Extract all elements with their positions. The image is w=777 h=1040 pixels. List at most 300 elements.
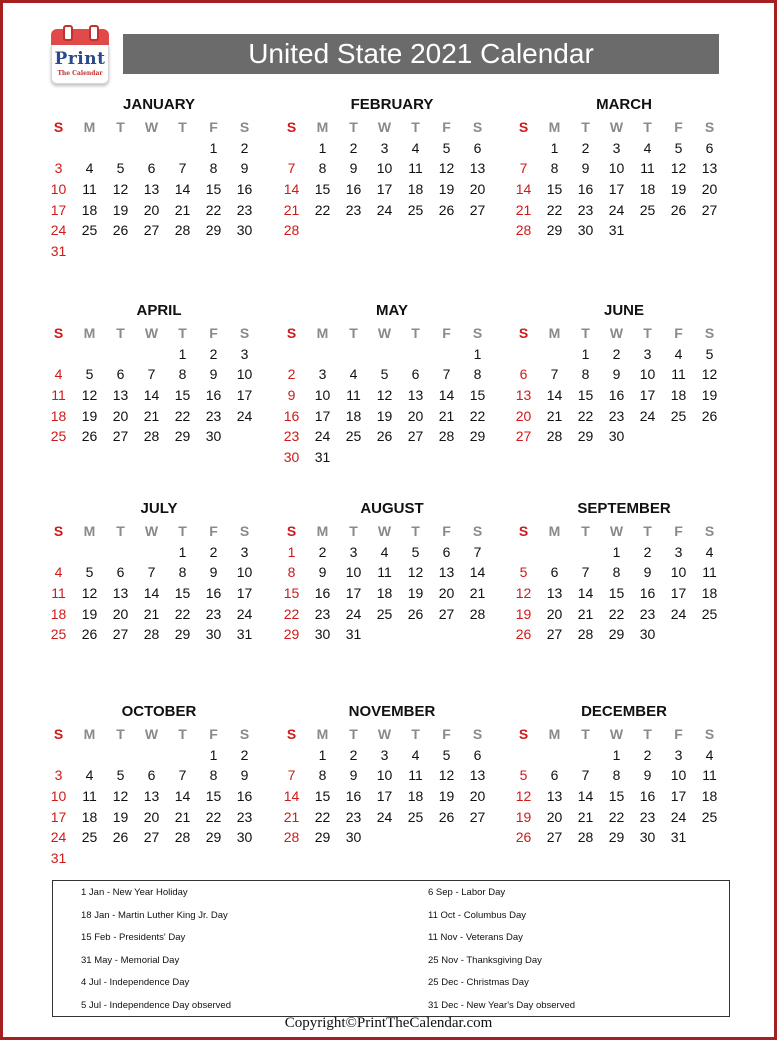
day-cell: 15 (577, 387, 594, 404)
logo-ring-left (63, 25, 73, 41)
empty-day-cell (105, 344, 136, 365)
day-cell: 17 (670, 788, 687, 805)
day-cell: 26 (81, 428, 98, 445)
logo-subtitle: The Calendar (57, 70, 103, 77)
empty-day-cell (338, 344, 369, 365)
day-cell: 3 (318, 366, 327, 383)
day-cell: 5 (519, 767, 528, 784)
holiday-item: 25 Nov - Thanksgiving Day (428, 954, 542, 966)
day-cell: 9 (287, 387, 296, 404)
weekday-header: F (442, 523, 451, 539)
weekday-header: S (53, 523, 64, 539)
day-cell: 11 (377, 564, 392, 581)
logo-ring-right (89, 25, 99, 41)
empty-day-cell (539, 745, 570, 766)
day-cell: 14 (438, 387, 455, 404)
holiday-item: 31 Dec - New Year's Day observed (428, 999, 576, 1011)
day-cell: 1 (209, 139, 218, 156)
day-cell: 10 (236, 366, 253, 383)
day-cell: 12 (438, 160, 455, 177)
day-cell: 17 (50, 201, 67, 218)
month-grid (508, 323, 722, 447)
day-cell: 23 (314, 605, 331, 622)
month-september (508, 499, 722, 645)
day-cell: 16 (345, 788, 362, 805)
day-cell: 3 (54, 160, 63, 177)
day-cell: 18 (81, 201, 98, 218)
month-grid (508, 521, 722, 645)
weekday-header: S (472, 119, 483, 135)
weekday-header: W (377, 726, 392, 742)
month-october (43, 702, 257, 869)
day-cell: 12 (81, 585, 98, 602)
day-cell: 19 (112, 201, 129, 218)
day-cell: 17 (376, 181, 393, 198)
day-cell: 15 (174, 387, 191, 404)
holiday-item: 15 Feb - Presidents' Day (81, 932, 186, 943)
day-cell: 6 (147, 160, 156, 177)
day-cell: 28 (174, 222, 191, 239)
day-cell: 20 (701, 181, 718, 198)
weekday-header: S (472, 726, 483, 742)
day-cell: 31 (50, 850, 67, 867)
day-cell: 11 (51, 585, 66, 602)
weekday-header: F (442, 119, 451, 135)
day-cell: 16 (205, 585, 222, 602)
empty-day-cell (136, 542, 167, 563)
weekday-header: T (178, 523, 187, 539)
empty-day-cell (508, 542, 539, 563)
empty-day-cell (136, 745, 167, 766)
weekday-header: W (144, 726, 159, 742)
month-name: SEPTEMBER (577, 500, 671, 517)
holiday-item: 11 Oct - Columbus Day (428, 909, 527, 921)
weekday-header: S (704, 523, 715, 539)
day-cell: 17 (236, 585, 253, 602)
day-cell: 3 (612, 139, 621, 156)
day-cell: 11 (82, 788, 97, 805)
day-cell: 4 (411, 746, 420, 763)
day-cell: 5 (442, 139, 451, 156)
day-cell: 28 (546, 428, 563, 445)
month-name: JULY (140, 500, 178, 517)
day-cell: 29 (546, 222, 563, 239)
day-cell: 22 (608, 808, 625, 825)
day-cell: 7 (147, 366, 156, 383)
month-june (508, 301, 722, 447)
empty-day-cell (105, 138, 136, 159)
day-cell: 17 (50, 808, 67, 825)
day-cell: 27 (112, 428, 129, 445)
empty-day-cell (105, 542, 136, 563)
day-cell: 16 (608, 387, 625, 404)
empty-day-cell (307, 344, 338, 365)
day-cell: 10 (608, 160, 625, 177)
day-cell: 1 (318, 139, 327, 156)
day-cell: 14 (577, 585, 594, 602)
day-cell: 16 (314, 585, 331, 602)
day-cell: 8 (318, 767, 327, 784)
holidays-box (52, 880, 730, 1017)
empty-day-cell (74, 542, 105, 563)
holiday-item: 6 Sep - Labor Day (428, 887, 506, 898)
day-cell: 9 (240, 767, 249, 784)
weekday-header: M (83, 523, 96, 539)
day-cell: 19 (438, 181, 455, 198)
day-cell: 14 (174, 181, 191, 198)
weekday-header: M (316, 119, 329, 135)
day-cell: 31 (345, 626, 362, 643)
logo-calendar-top (51, 29, 109, 45)
weekday-header: W (609, 119, 624, 135)
day-cell: 22 (205, 808, 222, 825)
day-cell: 9 (349, 160, 358, 177)
day-cell: 17 (376, 788, 393, 805)
day-cell: 24 (345, 605, 362, 622)
month-november (276, 702, 490, 848)
day-cell: 18 (50, 605, 67, 622)
day-cell: 20 (546, 605, 563, 622)
day-cell: 24 (236, 605, 253, 622)
weekday-header: S (239, 119, 250, 135)
empty-day-cell (431, 344, 462, 365)
day-cell: 2 (240, 746, 249, 763)
day-cell: 21 (546, 407, 563, 424)
day-cell: 12 (670, 160, 687, 177)
empty-day-cell (43, 138, 74, 159)
day-cell: 26 (407, 605, 424, 622)
day-cell: 31 (50, 243, 67, 260)
month-grid (508, 117, 722, 241)
day-cell: 7 (581, 767, 590, 784)
day-cell: 3 (349, 543, 358, 560)
day-cell: 17 (608, 181, 625, 198)
day-cell: 19 (701, 387, 718, 404)
day-cell: 5 (519, 564, 528, 581)
day-cell: 9 (643, 564, 652, 581)
day-cell: 28 (283, 222, 300, 239)
day-cell: 4 (705, 746, 714, 763)
day-cell: 30 (345, 829, 362, 846)
weekday-header: T (581, 726, 590, 742)
day-cell: 9 (349, 767, 358, 784)
day-cell: 30 (639, 829, 656, 846)
weekday-header: T (116, 119, 125, 135)
day-cell: 30 (205, 626, 222, 643)
day-cell: 29 (283, 626, 300, 643)
day-cell: 13 (143, 788, 160, 805)
day-cell: 16 (236, 788, 253, 805)
day-cell: 19 (515, 808, 532, 825)
weekday-header: M (316, 726, 329, 742)
day-cell: 11 (408, 160, 423, 177)
day-cell: 2 (318, 543, 327, 560)
day-cell: 3 (674, 746, 683, 763)
day-cell: 5 (116, 160, 125, 177)
day-cell: 17 (345, 585, 362, 602)
day-cell: 29 (608, 626, 625, 643)
day-cell: 24 (50, 829, 67, 846)
day-cell: 2 (581, 139, 590, 156)
day-cell: 21 (577, 808, 594, 825)
day-cell: 25 (50, 626, 67, 643)
day-cell: 29 (205, 222, 222, 239)
day-cell: 14 (577, 788, 594, 805)
day-cell: 23 (205, 605, 222, 622)
day-cell: 25 (407, 201, 424, 218)
day-cell: 21 (283, 201, 300, 218)
day-cell: 21 (174, 201, 191, 218)
weekday-header: T (643, 325, 652, 341)
day-cell: 8 (318, 160, 327, 177)
day-cell: 12 (407, 564, 424, 581)
empty-day-cell (508, 344, 539, 365)
holidays-left-column (81, 886, 231, 1021)
weekday-header: T (411, 523, 420, 539)
weekday-header: M (83, 726, 96, 742)
month-grid (276, 323, 490, 468)
day-cell: 22 (577, 407, 594, 424)
day-cell: 23 (283, 428, 300, 445)
day-cell: 17 (236, 387, 253, 404)
day-cell: 18 (407, 181, 424, 198)
day-cell: 9 (209, 366, 218, 383)
month-grid (276, 117, 490, 241)
weekday-header: S (704, 325, 715, 341)
day-cell: 5 (411, 543, 420, 560)
day-cell: 9 (209, 564, 218, 581)
day-cell: 23 (639, 808, 656, 825)
day-cell: 3 (643, 345, 652, 362)
day-cell: 12 (112, 788, 129, 805)
day-cell: 2 (287, 366, 296, 383)
weekday-header: T (116, 325, 125, 341)
day-cell: 26 (438, 201, 455, 218)
day-cell: 6 (473, 746, 482, 763)
day-cell: 7 (550, 366, 559, 383)
day-cell: 20 (143, 201, 160, 218)
month-name: MARCH (596, 96, 652, 113)
day-cell: 9 (581, 160, 590, 177)
day-cell: 24 (50, 222, 67, 239)
weekday-header: S (704, 119, 715, 135)
day-cell: 3 (54, 767, 63, 784)
day-cell: 1 (318, 746, 327, 763)
month-name: APRIL (136, 302, 182, 319)
day-cell: 14 (469, 564, 486, 581)
day-cell: 28 (283, 829, 300, 846)
day-cell: 5 (705, 345, 714, 362)
day-cell: 19 (438, 788, 455, 805)
weekday-header: S (518, 119, 529, 135)
day-cell: 31 (314, 449, 331, 466)
day-cell: 5 (85, 564, 94, 581)
day-cell: 15 (205, 181, 222, 198)
weekday-header: F (674, 726, 683, 742)
day-cell: 20 (515, 407, 532, 424)
day-cell: 3 (240, 543, 249, 560)
holiday-item: 31 May - Memorial Day (81, 954, 180, 966)
day-cell: 7 (178, 767, 187, 784)
day-cell: 8 (473, 366, 482, 383)
empty-day-cell (539, 344, 570, 365)
day-cell: 20 (469, 181, 486, 198)
day-cell: 15 (283, 585, 300, 602)
day-cell: 4 (54, 564, 63, 581)
day-cell: 13 (546, 788, 563, 805)
day-cell: 26 (81, 626, 98, 643)
empty-day-cell (74, 138, 105, 159)
day-cell: 15 (314, 181, 331, 198)
weekday-header: W (144, 119, 159, 135)
day-cell: 8 (209, 160, 218, 177)
day-cell: 10 (314, 387, 331, 404)
day-cell: 18 (701, 585, 718, 602)
day-cell: 15 (469, 387, 486, 404)
day-cell: 11 (702, 767, 717, 784)
holiday-item: 18 Jan - Martin Luther King Jr. Day (81, 909, 228, 921)
month-name: OCTOBER (121, 703, 197, 720)
weekday-header: F (209, 119, 218, 135)
empty-day-cell (167, 745, 198, 766)
month-grid (43, 521, 257, 645)
weekday-header: W (144, 325, 159, 341)
day-cell: 21 (469, 585, 486, 602)
holidays-right-column (428, 886, 575, 1021)
day-cell: 12 (515, 585, 532, 602)
weekday-header: S (239, 325, 250, 341)
month-grid (508, 724, 722, 848)
day-cell: 26 (515, 626, 532, 643)
day-cell: 19 (112, 808, 129, 825)
day-cell: 3 (380, 746, 389, 763)
day-cell: 22 (469, 407, 486, 424)
day-cell: 31 (608, 222, 625, 239)
day-cell: 12 (438, 767, 455, 784)
weekday-header: W (377, 325, 392, 341)
day-cell: 25 (670, 407, 687, 424)
day-cell: 28 (438, 428, 455, 445)
weekday-header: M (548, 523, 561, 539)
day-cell: 4 (705, 543, 714, 560)
day-cell: 17 (670, 585, 687, 602)
copyright-text[interactable]: Copyright©PrintTheCalendar.com (284, 1015, 493, 1031)
day-cell: 25 (81, 222, 98, 239)
day-cell: 10 (236, 564, 253, 581)
day-cell: 31 (236, 626, 253, 643)
day-cell: 24 (608, 201, 625, 218)
month-grid (43, 323, 257, 447)
day-cell: 14 (283, 181, 300, 198)
holiday-item: 11 Nov - Veterans Day (428, 932, 523, 943)
day-cell: 6 (116, 564, 125, 581)
day-cell: 23 (236, 201, 253, 218)
day-cell: 26 (701, 407, 718, 424)
weekday-header: S (286, 119, 297, 135)
weekday-header: T (643, 523, 652, 539)
day-cell: 11 (82, 181, 97, 198)
day-cell: 18 (701, 788, 718, 805)
day-cell: 24 (639, 407, 656, 424)
day-cell: 14 (283, 788, 300, 805)
day-cell: 25 (50, 428, 67, 445)
month-name: MAY (376, 302, 408, 319)
weekday-header: W (377, 523, 392, 539)
weekday-header: S (472, 325, 483, 341)
weekday-header: T (581, 523, 590, 539)
day-cell: 7 (287, 160, 296, 177)
day-cell: 1 (178, 345, 187, 362)
day-cell: 30 (639, 626, 656, 643)
day-cell: 16 (283, 407, 300, 424)
day-cell: 19 (670, 181, 687, 198)
weekday-header: S (286, 523, 297, 539)
day-cell: 12 (701, 366, 718, 383)
day-cell: 11 (640, 160, 655, 177)
weekday-header: M (83, 119, 96, 135)
day-cell: 9 (612, 366, 621, 383)
day-cell: 21 (577, 605, 594, 622)
day-cell: 1 (550, 139, 559, 156)
day-cell: 15 (608, 585, 625, 602)
day-cell: 21 (143, 605, 160, 622)
weekday-header: T (411, 325, 420, 341)
day-cell: 13 (143, 181, 160, 198)
weekday-header: F (442, 325, 451, 341)
weekday-header: S (239, 726, 250, 742)
weekday-header: T (116, 726, 125, 742)
empty-day-cell (105, 745, 136, 766)
weekday-header: F (209, 523, 218, 539)
day-cell: 23 (236, 808, 253, 825)
weekday-header: F (674, 523, 683, 539)
day-cell: 24 (236, 407, 253, 424)
day-cell: 27 (143, 222, 160, 239)
day-cell: 26 (515, 829, 532, 846)
month-january (43, 95, 257, 262)
day-cell: 5 (85, 366, 94, 383)
day-cell: 2 (349, 746, 358, 763)
day-cell: 30 (236, 829, 253, 846)
weekday-header: M (548, 726, 561, 742)
day-cell: 5 (442, 746, 451, 763)
day-cell: 14 (515, 181, 532, 198)
day-cell: 15 (608, 788, 625, 805)
day-cell: 21 (283, 808, 300, 825)
weekday-header: W (609, 726, 624, 742)
day-cell: 13 (515, 387, 532, 404)
month-august (276, 499, 490, 645)
day-cell: 21 (515, 201, 532, 218)
day-cell: 3 (240, 345, 249, 362)
holiday-item: 4 Jul - Independence Day (81, 977, 190, 988)
day-cell: 4 (85, 767, 94, 784)
day-cell: 20 (438, 585, 455, 602)
weekday-header: S (518, 523, 529, 539)
month-march (508, 95, 722, 241)
day-cell: 27 (546, 626, 563, 643)
day-cell: 27 (515, 428, 532, 445)
empty-day-cell (276, 344, 307, 365)
month-december (508, 702, 722, 848)
day-cell: 8 (287, 564, 296, 581)
print-calendar-logo[interactable] (51, 25, 109, 85)
empty-day-cell (276, 745, 307, 766)
month-name: JUNE (603, 302, 644, 319)
day-cell: 25 (639, 201, 656, 218)
logo-word: Print (54, 49, 106, 69)
day-cell: 6 (411, 366, 420, 383)
